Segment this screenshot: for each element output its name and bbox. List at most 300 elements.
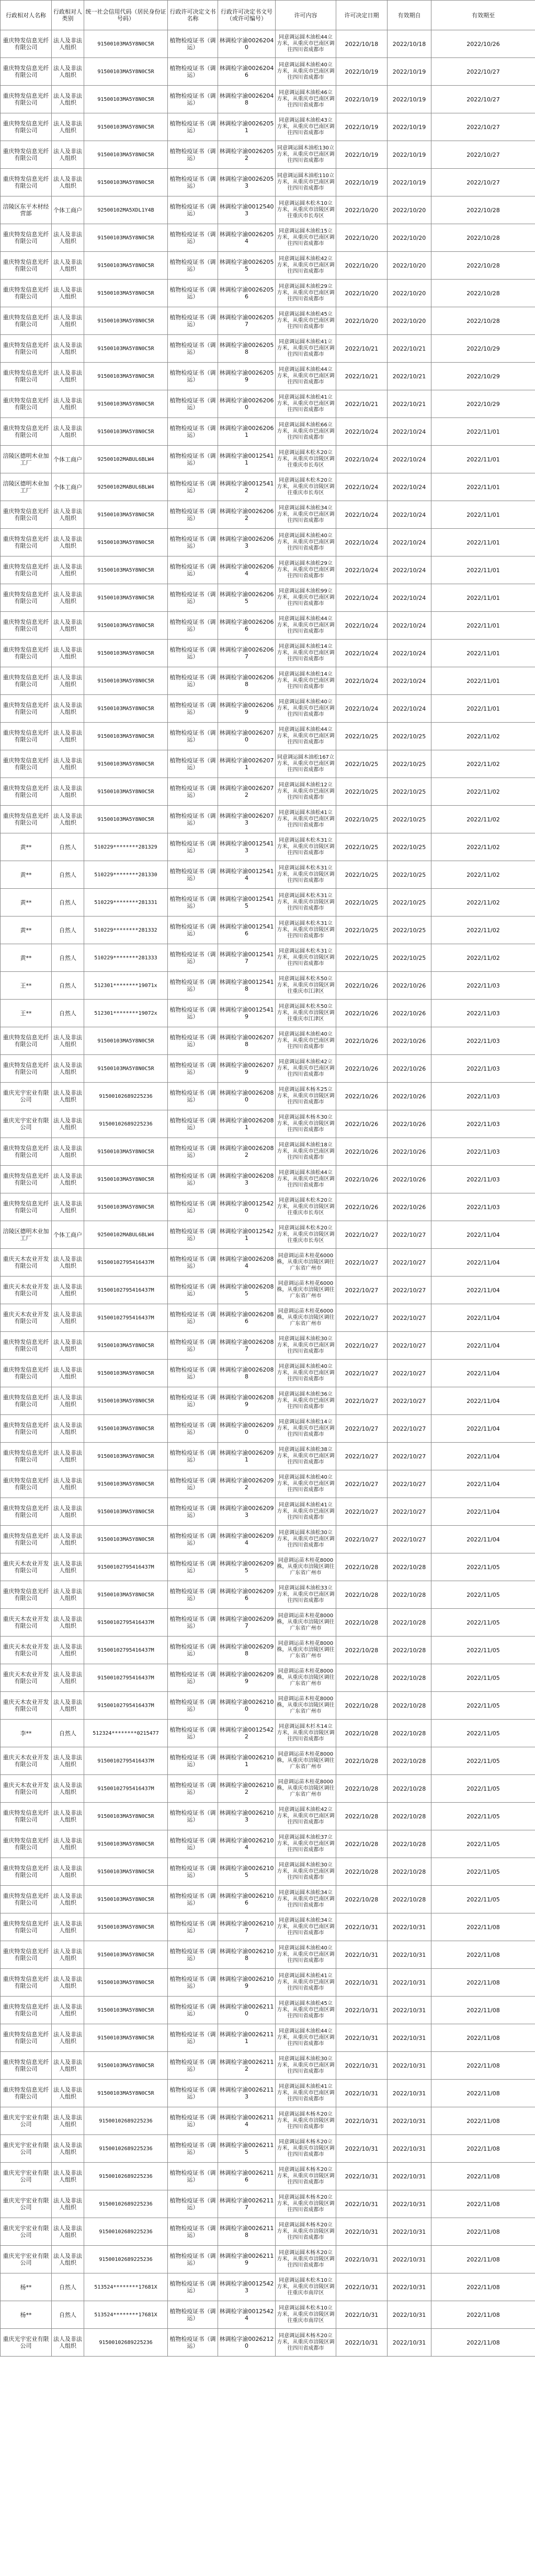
cell-category: 法人及非法人组织: [52, 1941, 84, 1969]
cell-document-number: 林调检字渝00125420: [218, 1193, 276, 1221]
cell-valid-from: 2022/10/21: [388, 390, 431, 418]
cell-credit-code: 510229********281331: [84, 889, 168, 916]
cell-content: 同意调运圆木松木50立方米，从重庆市涪陵区调往重庆市江津区: [276, 972, 336, 1000]
cell-document-number: 林调检字渝00262069: [218, 695, 276, 723]
cell-valid-to: 2022/11/08: [431, 2301, 535, 2329]
cell-valid-to: 2022/11/02: [431, 723, 535, 750]
cell-content: 同意调运圆木油松14立方米，从重庆市巴南区调往四川省成都市: [276, 667, 336, 695]
cell-document-number: 林调检字渝00262087: [218, 1332, 276, 1360]
cell-name: 重庆特发信息光纤有限公司: [1, 169, 52, 196]
cell-category: 法人及非法人组织: [52, 1526, 84, 1553]
cell-document-name: 植物检疫证书（调运）: [168, 723, 218, 750]
cell-name: 重庆特发信息光纤有限公司: [1, 723, 52, 750]
cell-valid-from: 2022/10/26: [388, 1193, 431, 1221]
cell-name: 重庆特发信息光纤有限公司: [1, 1830, 52, 1858]
cell-credit-code: 91500103MA5Y8N0C5R: [84, 1803, 168, 1830]
cell-name: 重庆特发信息光纤有限公司: [1, 141, 52, 169]
cell-valid-from: 2022/10/19: [388, 58, 431, 86]
cell-decision-date: 2022/10/31: [336, 1913, 388, 1941]
table-row: [1, 1941, 535, 1969]
table-body: [1, 30, 535, 2357]
cell-name: 涪陵区德明木业加工厂: [1, 473, 52, 501]
cell-document-name: 植物检疫证书（调运）: [168, 473, 218, 501]
cell-document-number: 林调检字渝00262095: [218, 1553, 276, 1581]
cell-valid-to: 2022/11/02: [431, 944, 535, 972]
cell-decision-date: 2022/10/20: [336, 196, 388, 224]
cell-document-number: 林调检字渝00262103: [218, 1803, 276, 1830]
cell-category: 法人及非法人组织: [52, 1138, 84, 1166]
cell-valid-to: 2022/11/04: [431, 1526, 535, 1553]
cell-decision-date: 2022/10/20: [336, 224, 388, 252]
cell-category: 法人及非法人组织: [52, 2246, 84, 2273]
cell-name: 重庆特发信息光纤有限公司: [1, 1166, 52, 1193]
cell-content: 同意调运圆木油松66立方米，从重庆市巴南区调往四川省成都市: [276, 418, 336, 446]
cell-valid-from: 2022/10/31: [388, 2135, 431, 2163]
cell-content: 同意调运圆木油松14立方米，从重庆市巴南区调往四川省成都市: [276, 640, 336, 667]
cell-credit-code: 510229********281329: [84, 833, 168, 861]
cell-content: 同意调运圆木杨木20立方米，从重庆市涪陵区调往四川省成都市: [276, 2135, 336, 2163]
cell-document-name: 植物检疫证书（调运）: [168, 1637, 218, 1664]
cell-document-name: 植物检疫证书（调运）: [168, 1277, 218, 1304]
cell-document-name: 植物检疫证书（调运）: [168, 1415, 218, 1443]
cell-document-number: 林调检字渝00262112: [218, 2052, 276, 2080]
cell-name: 重庆特发信息光纤有限公司: [1, 30, 52, 58]
cell-valid-from: 2022/10/31: [388, 1969, 431, 1997]
column-header: 行政许可决定书文号（或许可编号）: [218, 1, 276, 30]
cell-valid-from: 2022/10/21: [388, 363, 431, 390]
cell-valid-to: 2022/11/02: [431, 916, 535, 944]
cell-document-number: 林调检字渝00262059: [218, 363, 276, 390]
cell-decision-date: 2022/10/19: [336, 58, 388, 86]
cell-name: 重庆特发信息光纤有限公司: [1, 307, 52, 335]
cell-content: 同意调运圆木油松99立方米，从重庆市巴南区调往四川省成都市: [276, 584, 336, 612]
cell-content: 同意调运圆木油松34立方米，从重庆市巴南区调往四川省成都市: [276, 1913, 336, 1941]
cell-content: 同意调运圆木油松44立方米，从重庆市巴南区调往四川省成都市: [276, 612, 336, 640]
cell-decision-date: 2022/10/28: [336, 1609, 388, 1637]
cell-content: 同意调运圆木杨木20立方米，从重庆市涪陵区调往四川省成都市: [276, 2246, 336, 2273]
cell-document-number: 林调检字渝00262106: [218, 1886, 276, 1913]
cell-valid-from: 2022/10/28: [388, 1886, 431, 1913]
cell-valid-to: 2022/11/01: [431, 501, 535, 529]
cell-valid-to: 2022/11/08: [431, 2080, 535, 2107]
cell-valid-from: 2022/10/28: [388, 1692, 431, 1720]
table-row: [1, 806, 535, 833]
cell-document-name: 植物检疫证书（调运）: [168, 446, 218, 473]
cell-content: 同意调运圆木油松15立方米，从重庆市巴南区调往四川省成都市: [276, 224, 336, 252]
cell-valid-from: 2022/10/24: [388, 667, 431, 695]
cell-category: 法人及非法人组织: [52, 1470, 84, 1498]
column-header: 行政许可决定文书名称: [168, 1, 218, 30]
cell-document-number: 林调检字渝00262089: [218, 1387, 276, 1415]
cell-credit-code: 91500103MA5Y8N0C5R: [84, 1166, 168, 1193]
cell-document-number: 林调检字渝00262071: [218, 750, 276, 778]
cell-content: 同意调运圆木油松18立方米，从重庆市巴南区调往四川省成都市: [276, 1138, 336, 1166]
cell-category: 法人及非法人组织: [52, 1027, 84, 1055]
cell-document-number: 林调检字渝00125424: [218, 2301, 276, 2329]
cell-document-name: 植物检疫证书（调运）: [168, 1470, 218, 1498]
cell-content: 同意调运圆木杉木14立方米，从重庆市涪陵区调往四川省成都市: [276, 1720, 336, 1747]
cell-content: 同意调运圆木油松40立方米，从重庆市巴南区调往四川省成都市: [276, 1027, 336, 1055]
cell-decision-date: 2022/10/31: [336, 2246, 388, 2273]
cell-decision-date: 2022/10/27: [336, 1443, 388, 1470]
cell-content: 同意调运圆木杨木30立方米，从重庆市涪陵区调往四川省成都市: [276, 1110, 336, 1138]
table-row: [1, 1637, 535, 1664]
table-row: [1, 1138, 535, 1166]
cell-valid-to: 2022/11/01: [431, 667, 535, 695]
cell-valid-from: 2022/10/26: [388, 1138, 431, 1166]
cell-decision-date: 2022/10/26: [336, 1110, 388, 1138]
cell-decision-date: 2022/10/27: [336, 1304, 388, 1332]
cell-credit-code: 91500103MA5Y8N0C5R: [84, 1526, 168, 1553]
table-row: [1, 2246, 535, 2273]
cell-credit-code: 512301********19072x: [84, 1000, 168, 1027]
cell-document-name: 植物检疫证书（调运）: [168, 916, 218, 944]
cell-content: 同意调运圆木油松40立方米，从重庆市巴南区调往四川省成都市: [276, 1360, 336, 1387]
cell-valid-to: 2022/11/08: [431, 1913, 535, 1941]
cell-name: 重庆特发信息光纤有限公司: [1, 113, 52, 141]
cell-document-name: 植物检疫证书（调运）: [168, 667, 218, 695]
table-row: [1, 1277, 535, 1304]
table-row: [1, 1997, 535, 2024]
cell-valid-from: 2022/10/24: [388, 612, 431, 640]
table-row: [1, 944, 535, 972]
cell-decision-date: 2022/10/28: [336, 1886, 388, 1913]
cell-valid-to: 2022/11/08: [431, 2218, 535, 2246]
cell-document-number: 林调检字渝00262073: [218, 806, 276, 833]
cell-category: 法人及非法人组织: [52, 1304, 84, 1332]
cell-document-name: 植物检疫证书（调运）: [168, 169, 218, 196]
cell-decision-date: 2022/10/19: [336, 141, 388, 169]
cell-valid-from: 2022/10/28: [388, 1581, 431, 1609]
cell-valid-to: 2022/11/05: [431, 1830, 535, 1858]
cell-decision-date: 2022/10/25: [336, 778, 388, 806]
cell-valid-from: 2022/10/27: [388, 1415, 431, 1443]
cell-valid-from: 2022/10/24: [388, 529, 431, 556]
cell-document-number: 林调检字渝00262079: [218, 1055, 276, 1083]
cell-valid-to: 2022/11/03: [431, 1193, 535, 1221]
cell-content: 同意调运圆木松木31立方米，从重庆市涪陵区调往四川省成都市: [276, 889, 336, 916]
cell-valid-from: 2022/10/31: [388, 1913, 431, 1941]
cell-category: 法人及非法人组织: [52, 418, 84, 446]
table-row: [1, 1553, 535, 1581]
cell-document-number: 林调检字渝00262105: [218, 1858, 276, 1886]
cell-name: 杨**: [1, 2301, 52, 2329]
cell-decision-date: 2022/10/25: [336, 806, 388, 833]
cell-valid-to: 2022/11/05: [431, 1886, 535, 1913]
table-row: [1, 1913, 535, 1941]
table-row: [1, 612, 535, 640]
cell-credit-code: 91500103MA5Y8N0C5R: [84, 723, 168, 750]
cell-credit-code: 91500103MA5Y8N0C5R: [84, 1581, 168, 1609]
cell-content: 同意调运圆木松木10立方米，从重庆市涪陵区调往重庆市南岸区: [276, 2273, 336, 2301]
cell-valid-to: 2022/11/03: [431, 1027, 535, 1055]
cell-credit-code: 513524********17681X: [84, 2301, 168, 2329]
cell-category: 法人及非法人组织: [52, 141, 84, 169]
cell-document-name: 植物检疫证书（调运）: [168, 1664, 218, 1692]
cell-valid-from: 2022/10/28: [388, 1775, 431, 1803]
cell-category: 法人及非法人组织: [52, 1415, 84, 1443]
cell-category: 自然人: [52, 972, 84, 1000]
cell-document-number: 林调检字渝00125423: [218, 2273, 276, 2301]
cell-valid-from: 2022/10/20: [388, 224, 431, 252]
cell-decision-date: 2022/10/27: [336, 1470, 388, 1498]
table-row: [1, 1664, 535, 1692]
cell-content: 同意调运圆木油松40立方米，从重庆市巴南区调往四川省成都市: [276, 695, 336, 723]
cell-name: 重庆特发信息光纤有限公司: [1, 1443, 52, 1470]
cell-document-number: 林调检字渝00262072: [218, 778, 276, 806]
cell-content: 同意调运圆木油松130立方米，从重庆市巴南区调往四川省成都市: [276, 141, 336, 169]
table-row: [1, 252, 535, 280]
table-row: [1, 529, 535, 556]
cell-decision-date: 2022/10/27: [336, 1526, 388, 1553]
cell-document-number: 林调检字渝00262068: [218, 667, 276, 695]
cell-category: 法人及非法人组织: [52, 1886, 84, 1913]
cell-content: 同意调运圆木松木20立方米，从重庆市涪陵区调往重庆市长寿区: [276, 1193, 336, 1221]
cell-valid-to: 2022/11/02: [431, 750, 535, 778]
cell-document-name: 植物检疫证书（调运）: [168, 2135, 218, 2163]
cell-category: 个体工商户: [52, 446, 84, 473]
cell-document-name: 植物检疫证书（调运）: [168, 1304, 218, 1332]
cell-document-number: 林调检字渝00262096: [218, 1581, 276, 1609]
table-row: [1, 30, 535, 58]
cell-credit-code: 91500103MA5Y8N0C5R: [84, 252, 168, 280]
cell-document-name: 植物检疫证书（调运）: [168, 1498, 218, 1526]
table-row: [1, 2163, 535, 2190]
cell-name: 重庆特发信息光纤有限公司: [1, 612, 52, 640]
cell-valid-to: 2022/11/01: [431, 584, 535, 612]
table-row: [1, 1166, 535, 1193]
cell-name: 重庆特发信息光纤有限公司: [1, 1470, 52, 1498]
cell-category: 自然人: [52, 944, 84, 972]
cell-document-name: 植物检疫证书（调运）: [168, 307, 218, 335]
cell-content: 同意调运圆木油松40立方米，从重庆市巴南区调往四川省成都市: [276, 1941, 336, 1969]
cell-document-name: 植物检疫证书（调运）: [168, 196, 218, 224]
cell-valid-to: 2022/10/27: [431, 86, 535, 113]
cell-document-number: 林调检字渝00262098: [218, 1637, 276, 1664]
cell-content: 同意调运圆木油松41立方米，从重庆市巴南区调往四川省成都市: [276, 335, 336, 363]
cell-valid-to: 2022/11/01: [431, 529, 535, 556]
cell-document-number: 林调检字渝00262114: [218, 2107, 276, 2135]
cell-category: 个体工商户: [52, 473, 84, 501]
cell-document-name: 植物检疫证书（调运）: [168, 2080, 218, 2107]
cell-category: 法人及非法人组织: [52, 30, 84, 58]
cell-document-name: 植物检疫证书（调运）: [168, 556, 218, 584]
cell-category: 法人及非法人组织: [52, 169, 84, 196]
cell-document-number: 林调检字渝00262101: [218, 1747, 276, 1775]
cell-valid-to: 2022/11/04: [431, 1360, 535, 1387]
cell-valid-to: 2022/11/08: [431, 1969, 535, 1997]
cell-valid-to: 2022/11/02: [431, 833, 535, 861]
cell-valid-from: 2022/10/27: [388, 1249, 431, 1277]
cell-valid-from: 2022/10/18: [388, 30, 431, 58]
cell-name: 李**: [1, 1720, 52, 1747]
cell-name: 重庆特发信息光纤有限公司: [1, 667, 52, 695]
cell-valid-to: 2022/11/03: [431, 1055, 535, 1083]
cell-valid-to: 2022/11/05: [431, 1858, 535, 1886]
cell-document-number: 林调检字渝00125419: [218, 1000, 276, 1027]
table-row: [1, 1332, 535, 1360]
cell-valid-to: 2022/10/29: [431, 363, 535, 390]
cell-valid-to: 2022/11/08: [431, 2190, 535, 2218]
cell-content: 同意调运圆木油松110立方米，从重庆市巴南区调往四川省成都市: [276, 169, 336, 196]
table-row: [1, 2218, 535, 2246]
cell-content: 同意调运苗木桂花8000株，从重庆市涪陵区调往广东省广州市: [276, 1609, 336, 1637]
cell-valid-to: 2022/10/28: [431, 196, 535, 224]
cell-valid-from: 2022/10/26: [388, 1166, 431, 1193]
table-row: [1, 501, 535, 529]
cell-name: 重庆天木农业开发有限公司: [1, 1249, 52, 1277]
cell-content: 同意调运圆木油松29立方米，从重庆市巴南区调往四川省成都市: [276, 280, 336, 307]
cell-document-number: 林调检字渝00262078: [218, 1027, 276, 1055]
cell-decision-date: 2022/10/24: [336, 584, 388, 612]
cell-category: 法人及非法人组织: [52, 86, 84, 113]
cell-category: 法人及非法人组织: [52, 2218, 84, 2246]
cell-valid-to: 2022/11/05: [431, 1637, 535, 1664]
cell-content: 同意调运圆木油松167立方米，从重庆市巴南区调往四川省成都市: [276, 750, 336, 778]
cell-credit-code: 91500103MA5Y8N0C5R: [84, 1886, 168, 1913]
cell-content: 同意调运圆木油松37立方米，从重庆市巴南区调往四川省成都市: [276, 1830, 336, 1858]
cell-document-number: 林调检字渝00262083: [218, 1166, 276, 1193]
cell-content: 同意调运苗木桂花6000株，从重庆市涪陵区调往广东省广州市: [276, 1277, 336, 1304]
cell-document-number: 林调检字渝00262099: [218, 1664, 276, 1692]
cell-decision-date: 2022/10/31: [336, 2163, 388, 2190]
cell-category: 法人及非法人组织: [52, 1498, 84, 1526]
table-row: [1, 2329, 535, 2357]
cell-name: 重庆天木农业开发有限公司: [1, 1692, 52, 1720]
cell-valid-from: 2022/10/25: [388, 750, 431, 778]
cell-document-name: 植物检疫证书（调运）: [168, 2163, 218, 2190]
cell-document-number: 林调检字渝00262109: [218, 1969, 276, 1997]
cell-valid-to: 2022/10/27: [431, 58, 535, 86]
cell-name: 黄**: [1, 916, 52, 944]
cell-category: 法人及非法人组织: [52, 1277, 84, 1304]
cell-decision-date: 2022/10/25: [336, 750, 388, 778]
cell-credit-code: 91500103MA5Y8N0C5R: [84, 778, 168, 806]
cell-document-name: 植物检疫证书（调运）: [168, 2190, 218, 2218]
cell-credit-code: 91500102689225236: [84, 2218, 168, 2246]
cell-category: 法人及非法人组织: [52, 1110, 84, 1138]
cell-valid-from: 2022/10/26: [388, 1083, 431, 1110]
cell-valid-from: 2022/10/25: [388, 861, 431, 889]
cell-document-number: 林调检字渝00125403: [218, 196, 276, 224]
table-row: [1, 1692, 535, 1720]
cell-valid-to: 2022/11/01: [431, 612, 535, 640]
cell-document-name: 植物检疫证书（调运）: [168, 2107, 218, 2135]
cell-decision-date: 2022/10/25: [336, 916, 388, 944]
cell-decision-date: 2022/10/24: [336, 640, 388, 667]
table-row: [1, 1747, 535, 1775]
cell-category: 自然人: [52, 2273, 84, 2301]
cell-document-name: 植物检疫证书（调运）: [168, 778, 218, 806]
cell-content: 同意调运苗木桂花8000株，从重庆市涪陵区调往广东省广州市: [276, 1747, 336, 1775]
cell-valid-to: 2022/11/04: [431, 1304, 535, 1332]
cell-valid-to: 2022/11/08: [431, 2163, 535, 2190]
cell-category: 自然人: [52, 833, 84, 861]
cell-valid-from: 2022/10/20: [388, 307, 431, 335]
table-row: [1, 1886, 535, 1913]
cell-decision-date: 2022/10/28: [336, 1858, 388, 1886]
cell-category: 法人及非法人组织: [52, 2052, 84, 2080]
cell-name: 重庆天木农业开发有限公司: [1, 1747, 52, 1775]
cell-valid-from: 2022/10/27: [388, 1387, 431, 1415]
cell-decision-date: 2022/10/28: [336, 1637, 388, 1664]
cell-valid-from: 2022/10/28: [388, 1747, 431, 1775]
cell-credit-code: 91500103MA5Y8N0C5R: [84, 335, 168, 363]
cell-valid-from: 2022/10/21: [388, 335, 431, 363]
cell-valid-to: 2022/10/27: [431, 169, 535, 196]
table-row: [1, 584, 535, 612]
cell-name: 黄**: [1, 889, 52, 916]
cell-category: 自然人: [52, 1720, 84, 1747]
cell-document-name: 植物检疫证书（调运）: [168, 224, 218, 252]
cell-decision-date: 2022/10/24: [336, 556, 388, 584]
cell-valid-to: 2022/10/28: [431, 224, 535, 252]
cell-category: 法人及非法人组织: [52, 1443, 84, 1470]
cell-name: 重庆光宇宏业有限公司: [1, 2163, 52, 2190]
table-row: [1, 1803, 535, 1830]
cell-name: 重庆特发信息光纤有限公司: [1, 1803, 52, 1830]
cell-category: 法人及非法人组织: [52, 363, 84, 390]
cell-category: 法人及非法人组织: [52, 806, 84, 833]
cell-credit-code: 91500103MA5Y8N0C5R: [84, 1360, 168, 1387]
table-row: [1, 224, 535, 252]
cell-content: 同意调运圆木油松41立方米，从重庆市巴南区调往四川省成都市: [276, 1969, 336, 1997]
cell-name: 重庆光宇宏业有限公司: [1, 2190, 52, 2218]
cell-name: 重庆特发信息光纤有限公司: [1, 390, 52, 418]
cell-document-number: 林调检字渝00262084: [218, 1249, 276, 1277]
table-row: [1, 2135, 535, 2163]
cell-content: 同意调运圆木松木50立方米，从重庆市涪陵区调往重庆市江津区: [276, 1000, 336, 1027]
cell-name: 重庆特发信息光纤有限公司: [1, 2052, 52, 2080]
table-row: [1, 861, 535, 889]
cell-category: 法人及非法人组织: [52, 1387, 84, 1415]
cell-valid-to: 2022/11/03: [431, 972, 535, 1000]
cell-category: 自然人: [52, 889, 84, 916]
cell-category: 法人及非法人组织: [52, 501, 84, 529]
cell-content: 同意调运圆木杨木20立方米，从重庆市涪陵区调往四川省成都市: [276, 2218, 336, 2246]
cell-content: 同意调运圆木油松30立方米，从重庆市巴南区调往四川省成都市: [276, 1332, 336, 1360]
cell-name: 黄**: [1, 944, 52, 972]
cell-category: 法人及非法人组织: [52, 1249, 84, 1277]
cell-valid-to: 2022/11/08: [431, 2024, 535, 2052]
cell-credit-code: 91500103MA5Y8N0C5R: [84, 141, 168, 169]
cell-category: 法人及非法人组织: [52, 335, 84, 363]
cell-decision-date: 2022/10/31: [336, 2329, 388, 2357]
cell-name: 黄**: [1, 833, 52, 861]
cell-name: 重庆特发信息光纤有限公司: [1, 2080, 52, 2107]
cell-content: 同意调运圆木油松46立方米，从重庆市巴南区调往四川省成都市: [276, 86, 336, 113]
cell-decision-date: 2022/10/18: [336, 30, 388, 58]
cell-credit-code: 91500103MA5Y8N0C5R: [84, 113, 168, 141]
cell-credit-code: 91500103MA5Y8N0C5R: [84, 2080, 168, 2107]
cell-valid-from: 2022/10/28: [388, 1858, 431, 1886]
cell-credit-code: 510229********281332: [84, 916, 168, 944]
cell-credit-code: 91500103MA5Y8N0C5R: [84, 501, 168, 529]
cell-name: 重庆特发信息光纤有限公司: [1, 363, 52, 390]
cell-document-number: 林调检字渝00262086: [218, 1304, 276, 1332]
cell-valid-from: 2022/10/24: [388, 501, 431, 529]
cell-valid-to: 2022/11/05: [431, 1747, 535, 1775]
cell-credit-code: 91500102689225236: [84, 1083, 168, 1110]
cell-category: 法人及非法人组织: [52, 1747, 84, 1775]
cell-valid-from: 2022/10/25: [388, 889, 431, 916]
cell-decision-date: 2022/10/31: [336, 2273, 388, 2301]
cell-valid-from: 2022/10/31: [388, 2163, 431, 2190]
cell-name: 王**: [1, 1000, 52, 1027]
cell-name: 王**: [1, 972, 52, 1000]
cell-document-name: 植物检疫证书（调运）: [168, 612, 218, 640]
cell-document-number: 林调检字渝00262070: [218, 723, 276, 750]
